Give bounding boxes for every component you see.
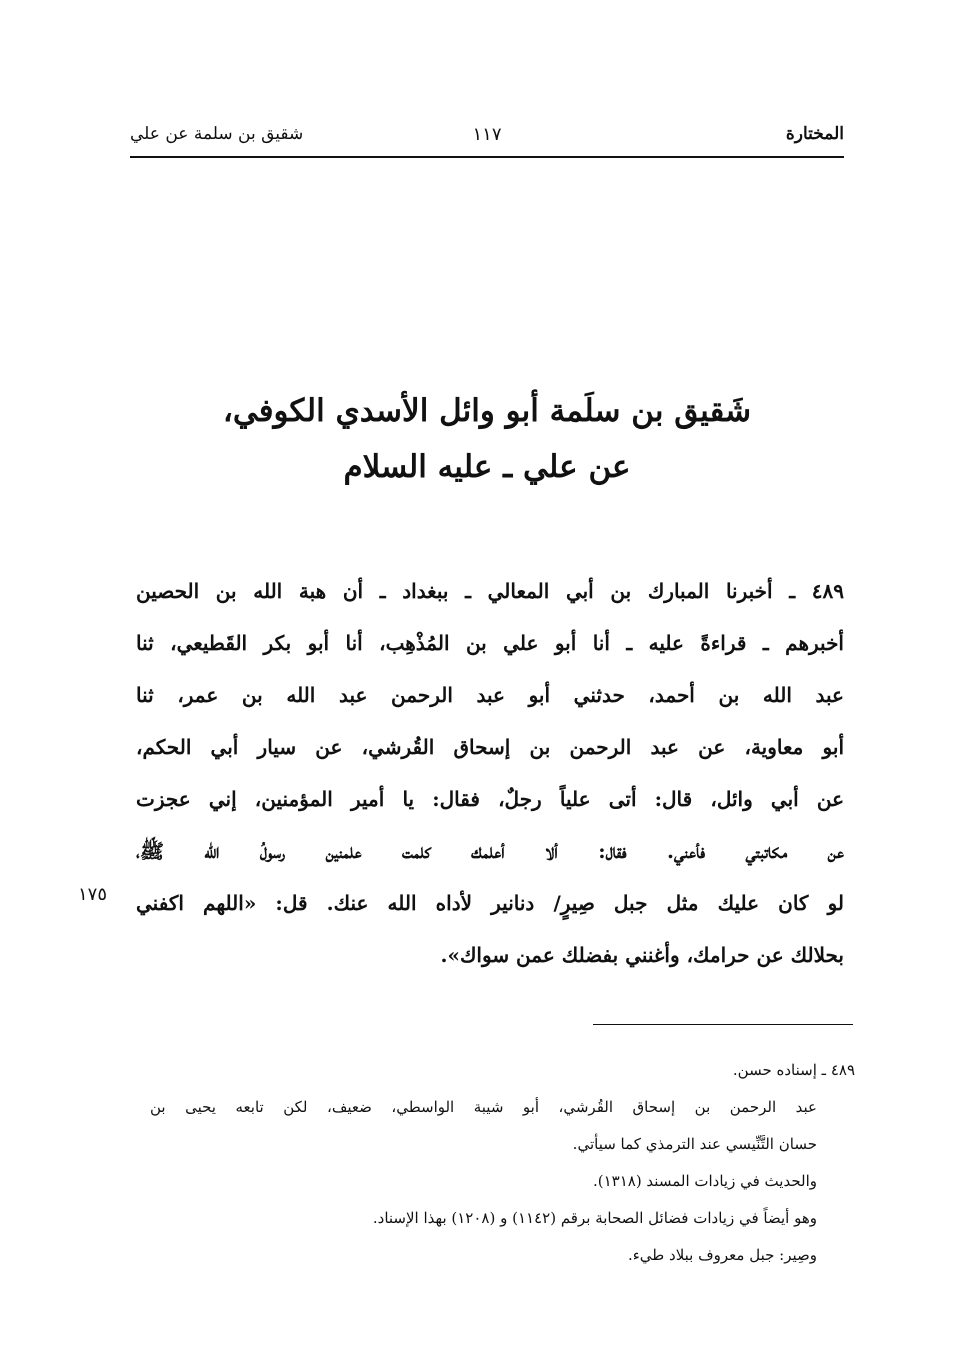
- body-line-3: عبد الله بن أحمد، حدثني أبو عبد الرحمن عبد الله بن عمر، ثنا: [136, 683, 844, 707]
- footnote-line-5: وهو أيضاً في زيادات فضائل الصحابة برقم (١١٤٢) و (١٢٠٨) بهذا الإسناد.: [372, 1209, 817, 1227]
- running-header: [130, 120, 844, 158]
- chapter-title-line-1: شَقيق بن سلَمة أبو وائل الأسدي الكوفي،: [222, 393, 752, 429]
- footnote-line-4: والحديث في زيادات المسند (١٣١٨).: [592, 1172, 817, 1190]
- footnote-line-1: ٤٨٩ ـ إسناده حسن.: [732, 1061, 855, 1079]
- header-chapter-title: شقيق بن سلمة عن علي: [130, 124, 304, 144]
- margin-volume-number: ١٧٥: [78, 884, 108, 905]
- chapter-title-line-2: عن علي ـ عليه السلام: [343, 449, 631, 485]
- footnotes: [150, 1052, 855, 1274]
- body-line-6: عن مكاتبتي فأعني. فقال: ألا أعلمك كلمت علمنين رسولُ الله ﷺ،: [136, 839, 844, 863]
- body-line-8: بحلالك عن حرامك، وأغنني بفضلك عمن سواك».: [440, 943, 844, 967]
- body-line-4: أبو معاوية، عن عبد الرحمن بن إسحاق القُرشي، عن سيار أبي الحكم،: [136, 735, 844, 759]
- chapter-title: [130, 383, 844, 495]
- page-number: ١١٧: [472, 124, 502, 145]
- body-line-7: لو كان عليك مثل جبل صِيرٍ/ دنانير لأداه الله عنك. قل: «اللهم اكفني: [136, 891, 844, 915]
- body-line-5: عن أبي وائل، قال: أتى علياً رجلٌ، فقال: يا أمير المؤمنين، إني عجزت: [136, 787, 844, 811]
- hadith-text: [136, 565, 844, 981]
- footnote-line-2: عبد الرحمن بن إسحاق القُرشي، أبو شيبة الواسطي، ضعيف، لكن تابعه يحيى بن: [150, 1098, 817, 1116]
- header-book-title: المختارة: [785, 124, 844, 144]
- footnote-line-6: وصِير: جبل معروف ببلاد طيء.: [627, 1246, 817, 1264]
- footnote-line-3: حسان التَّنِّيسي عند الترمذي كما سيأتي.: [572, 1135, 817, 1153]
- body-line-2: أخبرهم ـ قراءةً عليه ـ أنا أبو علي بن المُذْهِب، أنا أبو بكر القَطيعي، ثنا: [136, 631, 844, 655]
- body-line-1: ٤٨٩ ـ أخبرنا المبارك بن أبي المعالي ـ ببغداد ـ أن هبة الله بن الحصين: [136, 579, 844, 603]
- footnote-divider: [593, 1024, 853, 1025]
